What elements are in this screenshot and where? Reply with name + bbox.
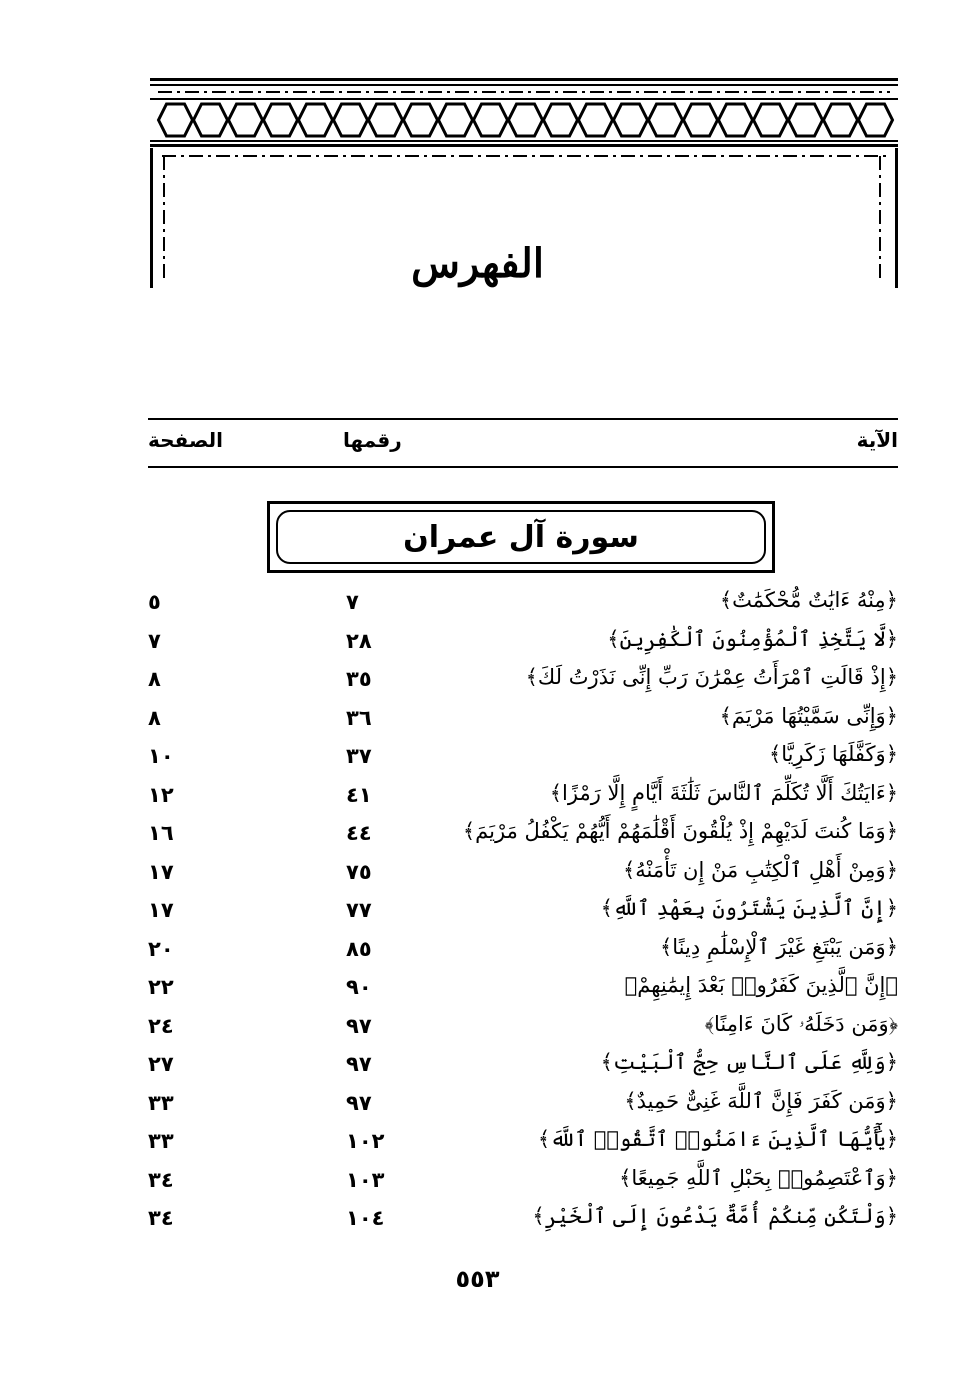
- ayah-text: ﴿وَمَن يَبْتَغِ غَيْرَ ٱلْإِسْلَٰمِ دِينًا﴾: [659, 934, 898, 959]
- index-row: [148, 931, 898, 970]
- index-row: [148, 854, 898, 893]
- ayah-number: ٣٧: [346, 744, 372, 768]
- column-header: [148, 418, 898, 468]
- ayah-number: ٣٥: [346, 667, 372, 691]
- page-ref: ٨: [148, 705, 161, 730]
- ayah-number: ٧٥: [346, 859, 372, 884]
- page-ref: ١٢: [148, 782, 174, 807]
- ayah-text: ﴿وَمَا كُنتَ لَدَيْهِمْ إِذْ يُلْقُونَ أَقْلَٰمَهُمْ أَيُّهُمْ يَكْفُلُ مَرْيَمَ﴾: [462, 819, 898, 843]
- index-row: [148, 1008, 898, 1047]
- ayah-text: ﴿لَّا يَتَّخِذِ ٱلْمُؤْمِنُونَ ٱلْكَٰفِرِينَ﴾: [607, 626, 898, 651]
- ayah-number: ٧: [346, 590, 359, 614]
- ayah-number: ١٠٢: [346, 1129, 385, 1153]
- index-row: [148, 1085, 898, 1124]
- ayah-number: ٩٠: [346, 975, 372, 999]
- ayah-text: ﴿وَمَن كَفَرَ فَإِنَّ ٱللَّهَ غَنِىٌّ حَمِيدٌ﴾: [624, 1088, 898, 1113]
- ayah-text: ﴿وَلْتَكُن مِّنكُمْ أُمَّةٌ يَدْعُونَ إِلَى ٱلْخَيْرِ﴾: [532, 1204, 898, 1228]
- ayah-text: ﴿إِنَّ ٱلَّذِينَ كَفَرُوا۟ بَعْدَ إِيمَٰنِهِمْ﴾: [624, 973, 898, 997]
- surah-title-inner: [276, 510, 766, 564]
- ayah-text: ﴿وَٱعْتَصِمُوا۟ بِحَبْلِ ٱللَّهِ جَمِيعًا﴾: [619, 1165, 898, 1190]
- ayah-text: ﴿وَمَن دَخَلَهُۥ كَانَ ءَامِنًا﴾: [704, 1011, 898, 1036]
- page-ref: ٣٣: [148, 1090, 174, 1115]
- ayah-number: ١٠٣: [346, 1167, 385, 1192]
- index-row: [148, 623, 898, 662]
- index-row: [148, 1123, 898, 1162]
- page-ref: ٢٠: [148, 936, 174, 961]
- index-row: [148, 1200, 898, 1239]
- ayah-text: ﴿وَإِنِّى سَمَّيْتُهَا مَرْيَمَ﴾: [719, 703, 898, 728]
- ayah-text: ﴿ءَايَتُكَ أَلَّا تُكَلِّمَ ٱلنَّاسَ ثَلَٰثَةَ أَيَّامٍ إِلَّا رَمْزًا﴾: [549, 780, 898, 805]
- ayah-text: ﴿وَلِلَّهِ عَلَى ٱلنَّاسِ حِجُّ ٱلْبَيْتِ﴾: [600, 1050, 898, 1074]
- ayah-number: ٧٧: [346, 898, 372, 922]
- ayah-text: ﴿وَكَفَّلَهَا زَكَرِيَّا﴾: [768, 742, 898, 766]
- ayah-number: ٨٥: [346, 936, 372, 961]
- surah-title-box: [267, 501, 775, 573]
- ayah-text: ﴿يَٰٓأَيُّهَا ٱلَّذِينَ ءَامَنُوا۟ ٱتَّقُوا۟ ٱللَّهَ﴾: [537, 1127, 898, 1151]
- index-row: [148, 661, 898, 700]
- ayah-number: ٩٧: [346, 1052, 372, 1076]
- index-row: [148, 1162, 898, 1201]
- page-ref: ٣٣: [148, 1129, 174, 1153]
- ayah-number: ١٠٤: [346, 1206, 385, 1230]
- index-row: [148, 815, 898, 854]
- ayah-number: ٣٦: [346, 705, 372, 730]
- page-ref: ٥: [148, 590, 161, 614]
- ayah-number: ٢٨: [346, 628, 372, 653]
- page-ref: ٣٤: [148, 1206, 174, 1230]
- page-ref: ١٧: [148, 859, 174, 884]
- index-row: [148, 1046, 898, 1085]
- column-number-header: رقمها: [343, 428, 402, 452]
- ayah-text: ﴿وَمِنْ أَهْلِ ٱلْكِتَٰبِ مَنْ إِن تَأْمَنْهُ﴾: [622, 857, 898, 882]
- index-row: [148, 584, 898, 623]
- ayah-text: ﴿إِذْ قَالَتِ ٱمْرَأَتُ عِمْرَٰنَ رَبِّ إِنِّى نَذَرْتُ لَكَ﴾: [525, 665, 898, 689]
- ayah-text: ﴿إِنَّ ٱلَّذِينَ يَشْتَرُونَ بِعَهْدِ ٱللَّهِ﴾: [600, 896, 898, 920]
- page-ref: ٢٤: [148, 1013, 174, 1038]
- ayah-number: ٩٧: [346, 1013, 372, 1038]
- page-ref: ٣٤: [148, 1167, 174, 1192]
- index-list: [148, 584, 898, 1239]
- surah-title: سورة آل عمران: [403, 519, 639, 555]
- ayah-number: ٤٤: [346, 821, 372, 845]
- index-row: [148, 892, 898, 931]
- page-ref: ٧: [148, 628, 161, 653]
- page-title: الفهرس: [411, 240, 544, 287]
- column-page-header: الصفحة: [148, 428, 224, 452]
- index-row: [148, 969, 898, 1008]
- index-row: [148, 700, 898, 739]
- ayah-number: ٤١: [346, 782, 372, 807]
- ayah-number: ٩٧: [346, 1090, 372, 1115]
- page-ref: ٢٢: [148, 975, 174, 999]
- page-ref: ٢٧: [148, 1052, 174, 1076]
- page-ref: ١٧: [148, 898, 174, 922]
- page-ref: ١٠: [148, 744, 174, 768]
- page-ref: ١٦: [148, 821, 174, 845]
- column-ayah-header: الآية: [856, 428, 898, 452]
- page-ref: ٨: [148, 667, 161, 691]
- page-number: ٥٥٣: [455, 1265, 500, 1293]
- index-row: [148, 738, 898, 777]
- index-row: [148, 777, 898, 816]
- ayah-text: ﴿مِنْهُ ءَايَٰتٌ مُّحْكَمَٰتٌ﴾: [719, 588, 898, 612]
